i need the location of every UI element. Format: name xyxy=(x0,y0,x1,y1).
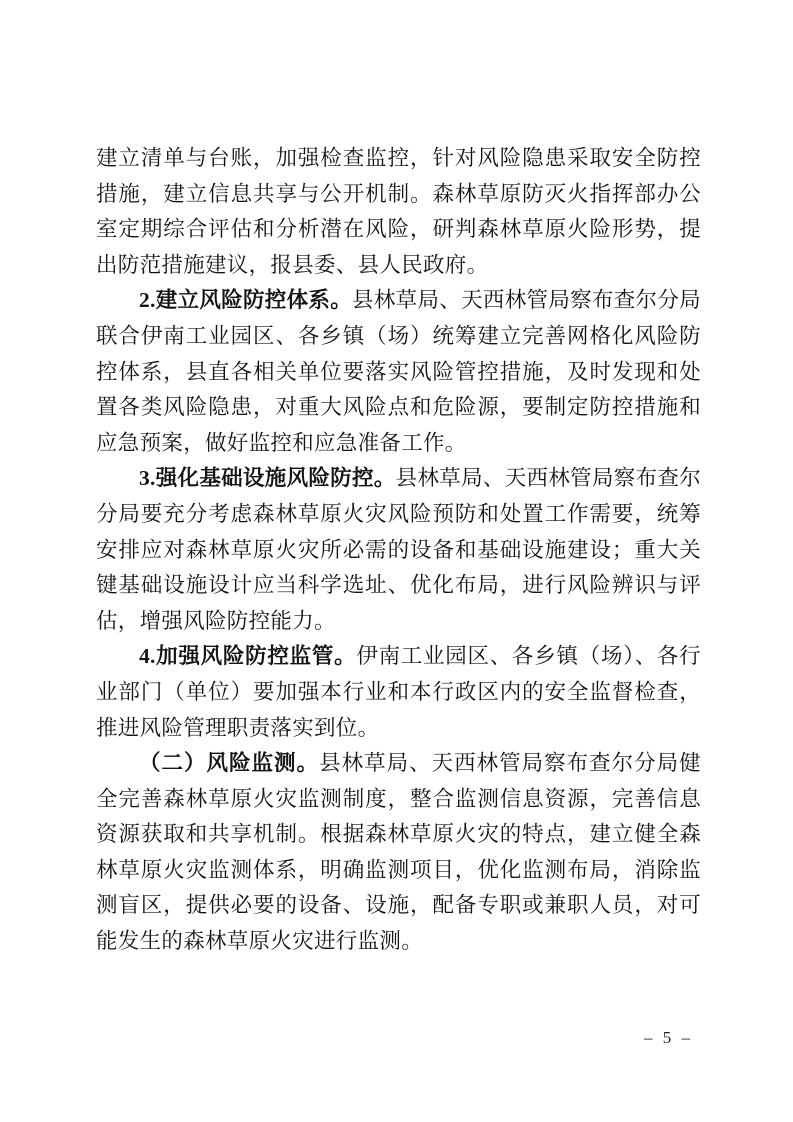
paragraph-section-two-risk-monitoring xyxy=(96,746,701,960)
paragraph-text: 县林草局、天西林管局察布查尔分局要充分考虑森林草原火灾风险预防和处置工作需要，统筹安排应对森林草原火灾所必需的设备和基础设施建设；重大关键基础设施设计应当科学选址、优化布局，进行风险辨识与评估，增强风险防控能力。 xyxy=(96,466,701,633)
paragraph-continuation xyxy=(96,141,701,283)
paragraph-lead: （二）风险监测。 xyxy=(139,751,320,776)
page-number: – 5 – xyxy=(644,1028,693,1047)
paragraph-section-4 xyxy=(96,639,701,746)
paragraph-text: 县林草局、天西林管局察布查尔分局联合伊南工业园区、各乡镇（场）统筹建立完善网格化风险防控体系，县直各相关单位要落实风险管控措施，及时发现和处置各类风险隐患，对重大风险点和危险源，要制定防控措施和应急预案，做好监控和应急准备工作。 xyxy=(96,288,701,455)
paragraph-lead: 4.加强风险防控监管。 xyxy=(139,644,357,669)
paragraph-lead: 3.强化基础设施风险防控。 xyxy=(139,466,396,491)
paragraph-text: 建立清单与台账，加强检查监控，针对风险隐患采取安全防控措施，建立信息共享与公开机制。森林草原防灭火指挥部办公室定期综合评估和分析潜在风险，研判森林草原火险形势，提出防范措施建议，报县委、县人民政府。 xyxy=(96,146,701,277)
paragraph-text: 县林草局、天西林管局察布查尔分局健全完善森林草原火灾监测制度，整合监测信息资源，完善信息资源获取和共享机制。根据森林草原火灾的特点，建立健全森林草原火灾监测体系，明确监测项目，优化监测布局，消除监测盲区，提供必要的设备、设施，配备专职或兼职人员，对可能发生的森林草原火灾进行监测。 xyxy=(96,751,701,954)
paragraph-text: 伊南工业园区、各乡镇（场）、各行业部门（单位）要加强本行业和本行政区内的安全监督检查，推进风险管理职责落实到位。 xyxy=(96,644,701,740)
paragraph-lead: 2.建立风险防控体系。 xyxy=(139,288,353,313)
paragraph-section-2 xyxy=(96,283,701,461)
document-body xyxy=(96,141,701,960)
paragraph-section-3 xyxy=(96,461,701,639)
